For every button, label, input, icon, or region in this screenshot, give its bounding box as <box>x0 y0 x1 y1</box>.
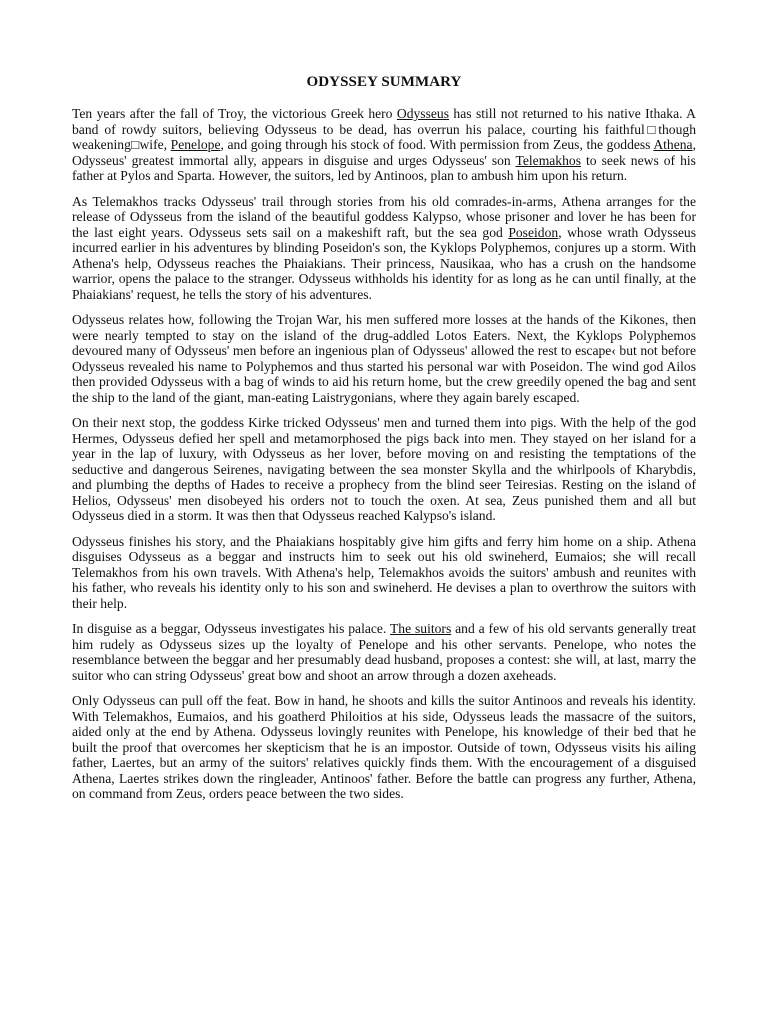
link-the-suitors[interactable]: The suitors <box>389 621 452 636</box>
paragraph-text: to seek news of his father at Pylos and Sparta. However, the suitors, led by Antinoos, plan to ambush him upon his return. <box>72 152 696 183</box>
document-page <box>72 72 696 812</box>
paragraph-text: In disguise as a beggar, Odysseus investigates his palace. <box>72 621 390 636</box>
paragraph-6 <box>72 621 696 683</box>
paragraph-text: and a few of his old servants generally treat him rudely as Odysseus sizes up the loyalty of Penelope and his other servants. Penelope, who notes the resemblance between the beggar and her presumably dead husband, proposes a contest: she will, at last, marry the suitor who can string Odysseus' great bow and shoot an arrow through a dozen axeheads. <box>72 621 696 683</box>
paragraph-text: Odysseus finishes his story, and the Phaiakians hospitably give him gifts and ferry him home on a ship. Athena disguises Odysseus as a beggar and instructs him to seek out his old swineherd, Eumaios; she will recall Telemakhos from his own travels. With Athena's help, Telemakhos avoids the suitors' ambush and reunites with his father, who reveals his identity only to his son and swineherd. He devises a plan to overthrow the suitors with their help. <box>72 533 696 611</box>
paragraph-text: Ten years after the fall of Troy, the victorious Greek hero <box>72 106 397 121</box>
paragraph-text: has still not returned to his native Ithaka. A band of rowdy suitors, believing Odysseus to be dead, has overrun his palace, courting his faithful□though weakening□wife, <box>72 106 696 152</box>
paragraph-1 <box>72 106 696 184</box>
paragraph-text: As Telemakhos tracks Odysseus' trail through stories from his old comrades-in-arms, Athena arranges for the release of Odysseus from the island of the beautiful goddess Kalypso, whose prisoner and lover he has been for the last eight years. Odysseus sets sail on a makeshift raft, but the sea god <box>72 193 696 240</box>
paragraph-text: Only Odysseus can pull off the feat. Bow in hand, he shoots and kills the suitor Antinoos and reveals his identity. With Telemakhos, Eumaios, and his goatherd Philoitios at his side, Odysseus leads the massacre of the suitors, aided only at the end by Athena. Odysseus lovingly reunites with Penelope, his knowledge of their bed that he built the proof that overcomes her skepticism that he is an impostor. Outside of town, Odysseus visits his ailing father, Laertes, but an army of the suitors' relatives quickly finds them. With the encouragement of a disguised Athena, Laertes strikes down the ringleader, Antinoos' father. Before the battle can progress any further, Athena, on command from Zeus, orders peace between the two sides. <box>72 693 696 801</box>
paragraph-text: , whose wrath Odysseus incurred earlier in his adventures by blinding Poseidon's son, the Kyklops Polyphemos, conjures up a storm. With Athena's help, Odysseus reaches the Phaiakians. Their princess, Nausikaa, who has a crush on the handsome warrior, opens the palace to the stranger. Odysseus withholds his identity for as long as he can until finally, at the Phaiakians' request, he tells the story of his adventures. <box>72 224 696 302</box>
paragraph-text: On their next stop, the goddess Kirke tricked Odysseus' men and turned them into pigs. With the help of the god Hermes, Odysseus defied her spell and metamorphosed the pigs back into men. They stayed on her island for a year in the lap of luxury, with Odysseus as her lover, before moving on and resisting the temptations of the seductive and dangerous Seirenes, navigating between the sea monster Skylla and the whirlpools of Kharybdis, and plumbing the depths of Hades to receive a prophecy from the blind seer Teiresias. Resting on the island of Helios, Odysseus' men disobeyed his orders not to touch the oxen. At sea, Zeus punished them and all but Odysseus died in a storm. It was then that Odysseus reached Kalypso's island. <box>72 415 696 523</box>
link-poseidon[interactable]: Poseidon <box>508 224 559 240</box>
paragraph-2 <box>72 194 696 303</box>
paragraph-text: , and going through his stock of food. With permission from Zeus, the goddess <box>220 137 654 152</box>
paragraph-text: , Odysseus' greatest immortal ally, appears in disguise and urges Odysseus' son <box>72 137 696 168</box>
paragraph-4 <box>72 415 696 524</box>
paragraph-5 <box>72 534 696 612</box>
document-title: ODYSSEY SUMMARY <box>306 74 462 90</box>
document-body <box>72 106 696 802</box>
paragraph-text: Odysseus relates how, following the Trojan War, his men suffered more losses at the hands of the Kikones, then were nearly tempted to stay on the island of the drug-addled Lotos Eaters. Next, the Kyklops Polyphemos devoured many of Odysseus' men before an ingenious plan of Odysseus' allowed the rest to escape‹ but not before Odysseus revealed his name to Polyphemos and thus started his personal war with Poseidon. The wind god Ailos then provided Odysseus with a bag of winds to aid his return home, but the crew greedily opened the bag and sent the ship to the land of the giant, man-eating Laistrygonians, where they again barely escaped. <box>72 312 696 405</box>
link-penelope[interactable]: Penelope <box>170 137 221 152</box>
link-telemakhos[interactable]: Telemakhos <box>515 152 581 168</box>
paragraph-7 <box>72 693 696 802</box>
link-odysseus[interactable]: Odysseus <box>396 106 450 121</box>
link-athena[interactable]: Athena <box>653 137 693 152</box>
paragraph-3 <box>72 312 696 405</box>
